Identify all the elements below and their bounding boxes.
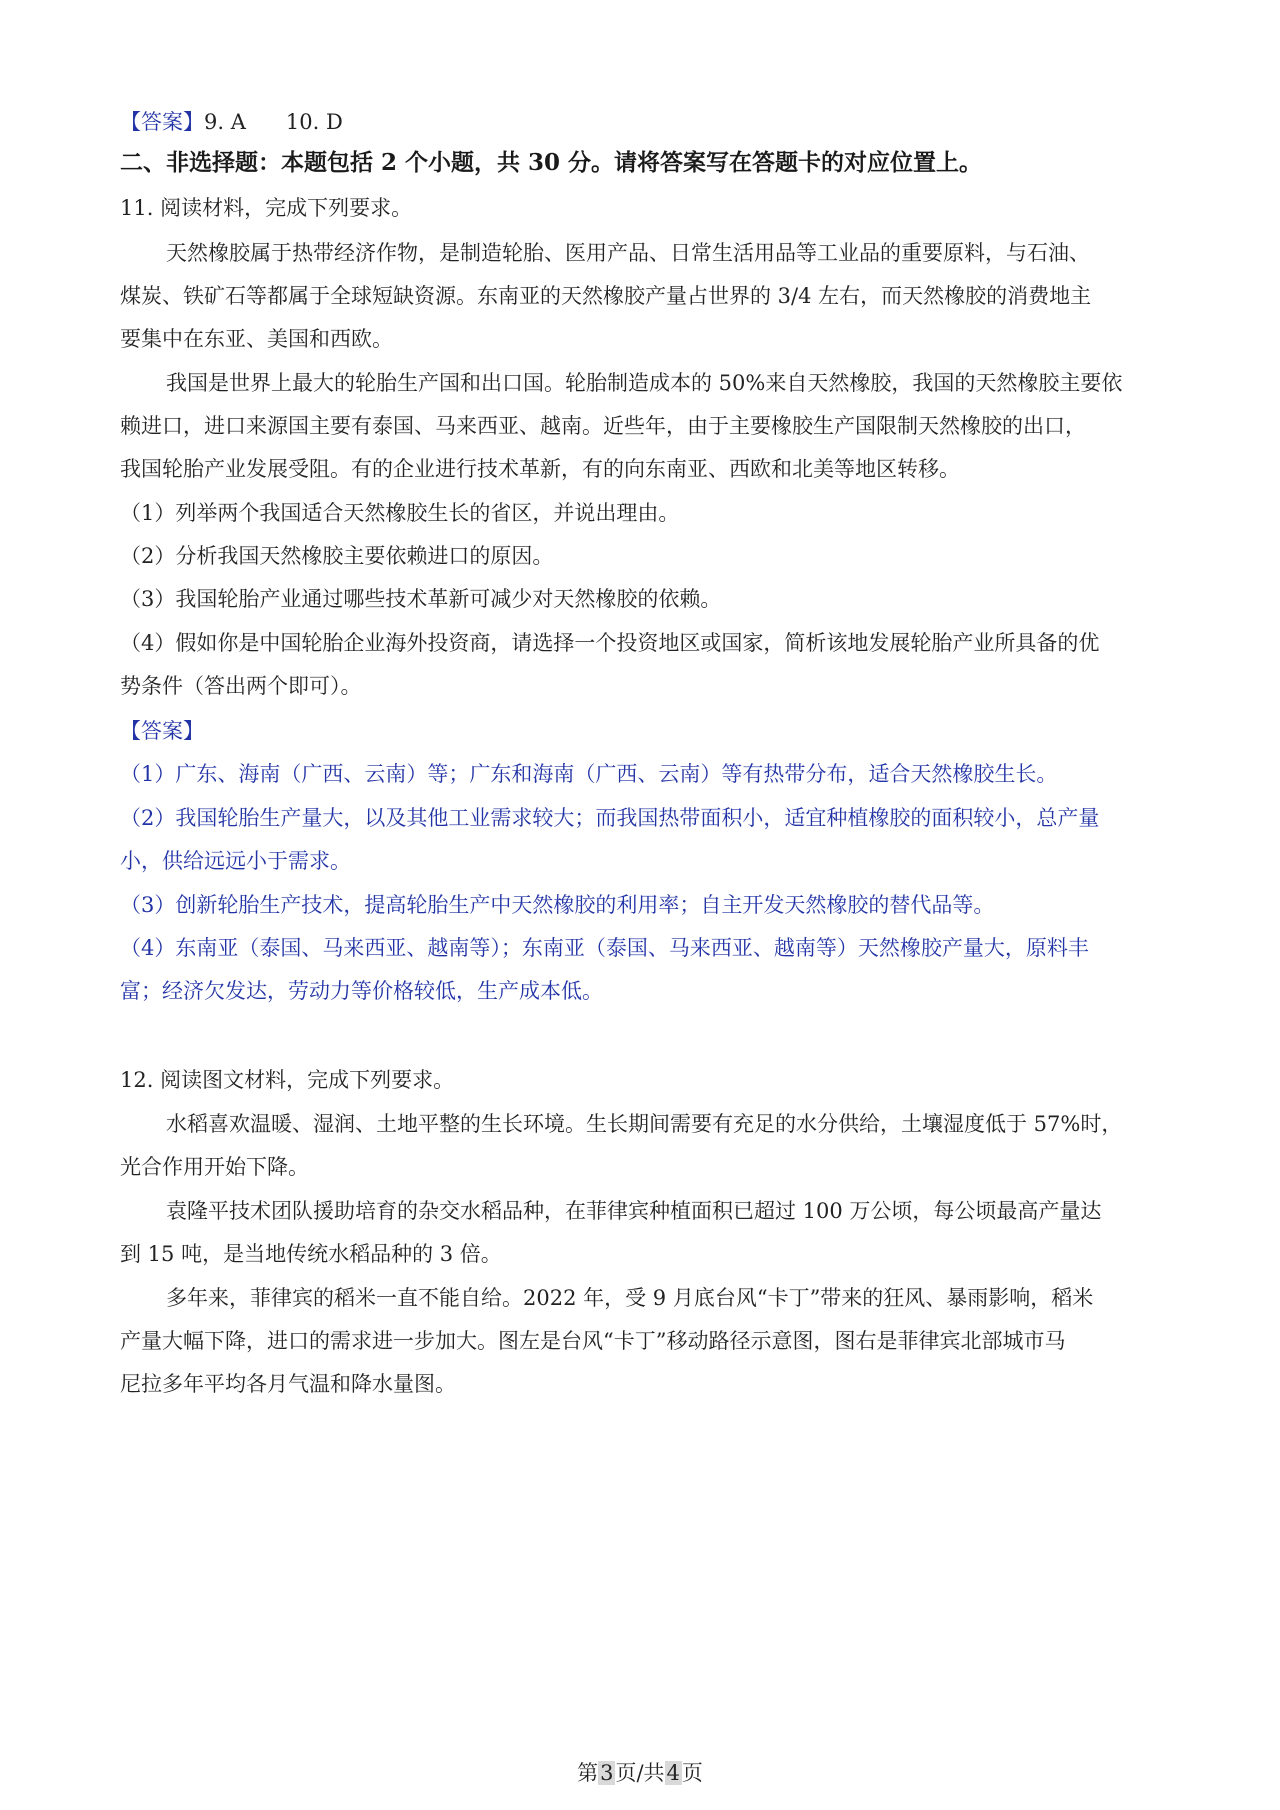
q11-answer-3: （3）创新轮胎生产技术，提高轮胎生产中天然橡胶的利用率；自主开发天然橡胶的替代品等。	[120, 893, 995, 917]
q11-p2-line-3: 我国轮胎产业发展受阻。有的企业进行技术革新，有的向东南亚、西欧和北美等地区转移。	[120, 457, 960, 481]
q11-sub-question-1: （1）列举两个我国适合天然橡胶生长的省区，并说出理由。	[120, 501, 680, 525]
footer-prefix: 第	[577, 1761, 599, 1785]
q11-answer-1: （1）广东、海南（广西、云南）等；广东和海南（广西、云南）等有热带分布，适合天然橡胶生长。	[120, 762, 1058, 786]
answer-10: 10. D	[285, 110, 343, 134]
total-pages-number: 4	[666, 1761, 680, 1785]
q12-p1-line-2: 光合作用开始下降。	[120, 1155, 309, 1179]
answer-label: 【答案】	[120, 110, 204, 134]
q11-sub-question-4-line-1: （4）假如你是中国轮胎企业海外投资商，请选择一个投资地区或国家，简析该地发展轮胎产业所具备的优	[120, 631, 1100, 655]
page-footer	[0, 1759, 1280, 1787]
current-page-number: 3	[600, 1761, 614, 1785]
q11-p1-line-3: 要集中在东亚、美国和西欧。	[120, 327, 393, 351]
q12-p1-line-1: 水稻喜欢温暖、湿润、土地平整的生长环境。生长期间需要有充足的水分供给，土壤湿度低于 57%时，	[166, 1112, 1123, 1136]
q11-sub-question-3: （3）我国轮胎产业通过哪些技术革新可减少对天然橡胶的依赖。	[120, 587, 722, 611]
q11-answer-4-line-1: （4）东南亚（泰国、马来西亚、越南等）；东南亚（泰国、马来西亚、越南等）天然橡胶产量大，原料丰	[120, 936, 1089, 960]
q12-p2-line-1: 袁隆平技术团队援助培育的杂交水稻品种，在菲律宾种植面积已超过 100 万公顷，每公顷最高产量达	[166, 1199, 1102, 1223]
q12-p3-line-3: 尼拉多年平均各月气温和降水量图。	[120, 1372, 456, 1396]
q12-p2-line-2: 到 15 吨，是当地传统水稻品种的 3 倍。	[120, 1242, 502, 1266]
answer-line-9-10	[120, 107, 1175, 137]
q11-p2-line-2: 赖进口，进口来源国主要有泰国、马来西亚、越南。近些年，由于主要橡胶生产国限制天然橡胶的出口，	[120, 414, 1086, 438]
q11-answer-4-line-2: 富；经济欠发达，劳动力等价格较低，生产成本低。	[120, 979, 603, 1003]
q11-sub-question-4-line-2: 势条件（答出两个即可）。	[120, 674, 362, 698]
q11-stem: 11. 阅读材料，完成下列要求。	[120, 196, 413, 220]
footer-middle: 页/共	[615, 1761, 665, 1785]
q11-answer-2-line-1: （2）我国轮胎生产量大，以及其他工业需求较大；而我国热带面积小，适宜种植橡胶的面积较小，总产量	[120, 806, 1100, 830]
q12-p3-line-2: 产量大幅下降，进口的需求进一步加大。图左是台风“卡丁”移动路径示意图，图右是菲律宾北部城市马	[120, 1329, 1066, 1353]
q12-p3-line-1: 多年来，菲律宾的稻米一直不能自给。2022 年，受 9 月底台风“卡丁”带来的狂风、暴雨影响，稻米	[166, 1286, 1094, 1310]
q12-stem: 12. 阅读图文材料，完成下列要求。	[120, 1068, 455, 1092]
q11-p2-line-1: 我国是世界上最大的轮胎生产国和出口国。轮胎制造成本的 50%来自天然橡胶，我国的天然橡胶主要依	[166, 371, 1123, 395]
answer-9: 9. A	[204, 110, 246, 134]
q11-answer-label: 【答案】	[120, 719, 204, 743]
q11-p1-line-2: 煤炭、铁矿石等都属于全球短缺资源。东南亚的天然橡胶产量占世界的 3/4 左右，而天然橡胶的消费地主	[120, 284, 1092, 308]
q11-answer-2-line-2: 小，供给远远小于需求。	[120, 849, 351, 873]
q11-p1-line-1: 天然橡胶属于热带经济作物，是制造轮胎、医用产品、日常生活用品等工业品的重要原料，与石油、	[166, 241, 1090, 265]
q11-sub-question-2: （2）分析我国天然橡胶主要依赖进口的原因。	[120, 544, 554, 568]
footer-suffix: 页	[681, 1761, 703, 1785]
section-heading: 二、非选择题：本题包括 2 个小题，共 30 分。请将答案写在答题卡的对应位置上。	[120, 149, 983, 176]
